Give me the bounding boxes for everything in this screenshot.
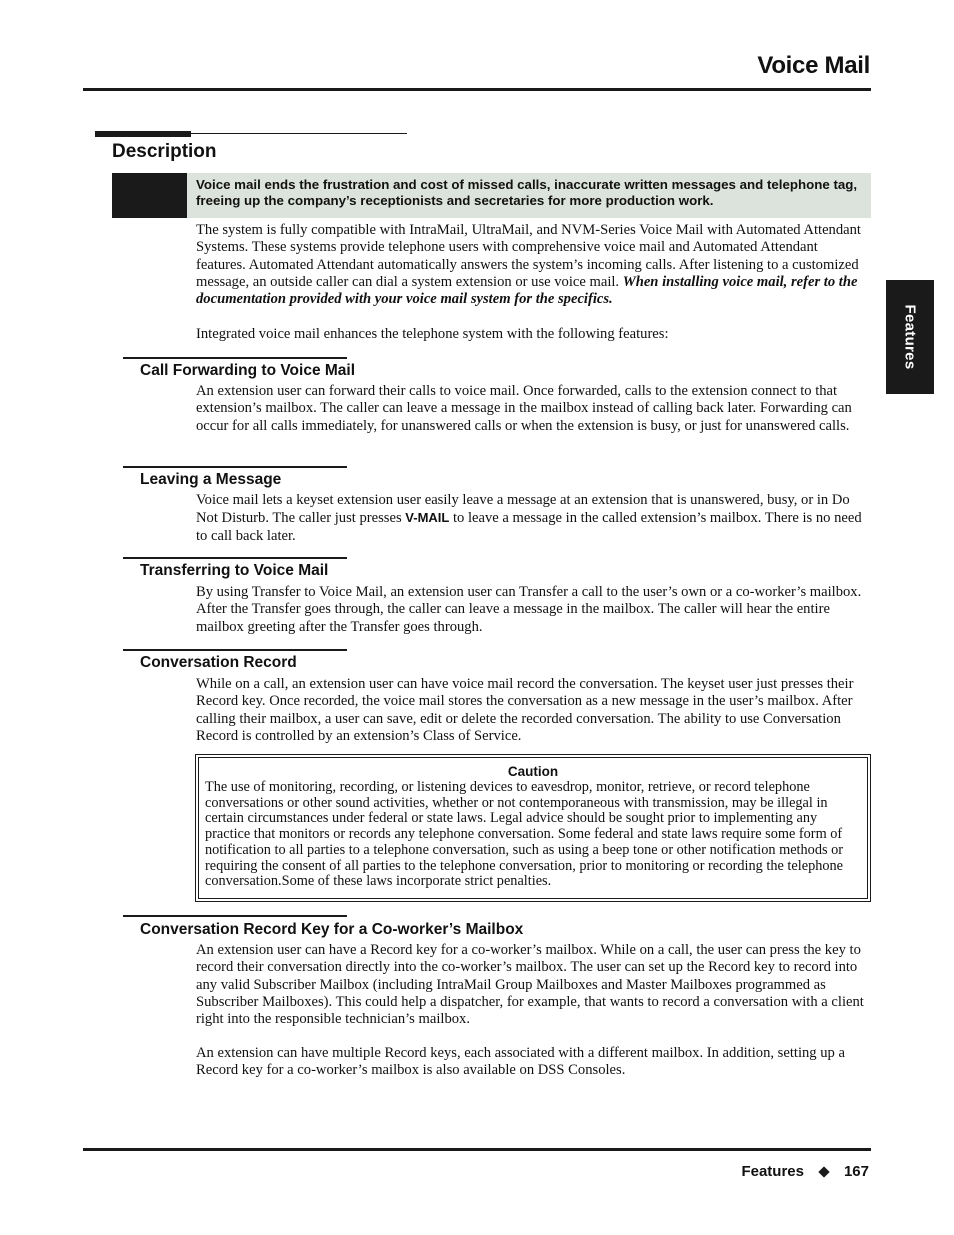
- page-number: 167: [843, 1163, 869, 1180]
- subsection-rule: [123, 915, 347, 917]
- leaving-message-body: [196, 492, 870, 545]
- transferring-body: By using Transfer to Voice Mail, an extension user can Transfer a call to the user’s own or a co-worker’s mailbox. After the Transfer goes through, the caller can leave a message in the mailbox. The caller will hear the entire mailbox greeting after the Transfer goes through.: [196, 584, 862, 635]
- leaving-message-heading: Leaving a Message: [140, 471, 282, 488]
- vmail-key-label: V-MAIL: [405, 510, 450, 526]
- leaving-message-text-end: to leave a message in the called extension’s mailbox. There is no need to call back later.: [196, 510, 862, 544]
- side-tab: [886, 280, 934, 394]
- caution-text: The use of monitoring, recording, or listening devices to eavesdrop, monitor, retrieve, or record telephone conversations or other sound activities, whether or not contemporaneous with transmission, may be illegal in certain circumstances under federal or state laws. Legal advice should be sought prior to implementing any practice that monitors or records any telephone conversation. Some federal and state laws require some form of notification to all parties to a telephone conversation, such as using a beep tone or other notification methods or requiring the consent of all parties to the telephone conversation, prior to monitoring or recording the telephone conversation.Some of these laws incorporate strict penalties.: [205, 779, 844, 890]
- conversation-record-body: While on a call, an extension user can have voice mail record the conversation. The keyset user just presses their Record key. Once recorded, the voice mail stores the conversation as a new message in the user’s mailbox. After calling their mailbox, a user can save, edit or delete the recorded conversation. The ability to use Conversation Record is controlled by an extension’s Class of Service.: [196, 676, 854, 744]
- summary-marker: [112, 173, 187, 218]
- record-key-body-2: An extension can have multiple Record keys, each associated with a different mailbox. In addition, setting up a Record key for a co-worker’s mailbox is also available on DSS Consoles.: [196, 1045, 845, 1079]
- record-key-body: An extension user can have a Record key for a co-worker’s mailbox. While on a call, the user can press the key to record their conversation directly into the co-worker’s mailbox. The user can set up the Record key to record into any valid Subscriber Mailbox (including IntraMail Group Mailboxes and Master Mailboxes programmed as Subscriber Mailboxes). This could help a dispatcher, for example, that wants to record a conversation with a client right into the responsible technician’s mailbox.: [196, 942, 864, 1028]
- section-rule-thin: [95, 133, 407, 134]
- footer-rule: [83, 1148, 871, 1151]
- header-rule: [83, 88, 871, 91]
- caution-box: [195, 754, 871, 902]
- description-emphasis: When installing voice mail, refer to the documentation provided with your voice mail system for the specifics.: [196, 273, 858, 308]
- call-forwarding-heading: Call Forwarding to Voice Mail: [140, 362, 356, 379]
- page-footer: [741, 1163, 869, 1180]
- record-key-heading: Conversation Record Key for a Co-worker’s Mailbox: [140, 921, 524, 938]
- features-intro: Integrated voice mail enhances the telephone system with the following features:: [196, 326, 669, 342]
- subsection-rule: [123, 649, 347, 651]
- conversation-record-heading: Conversation Record: [140, 654, 297, 671]
- subsection-rule: [123, 557, 347, 559]
- side-tab-label: Features: [901, 304, 919, 370]
- diamond-icon: [818, 1166, 829, 1177]
- subsection-rule: [123, 357, 347, 359]
- transferring-heading: Transferring to Voice Mail: [140, 562, 329, 579]
- subsection-rule: [123, 466, 347, 468]
- footer-section: Features: [741, 1163, 804, 1180]
- description-paragraph: [196, 222, 870, 308]
- call-forwarding-body: An extension user can forward their calls to voice mail. Once forwarded, calls to the extension connect to that extension’s mailbox. The caller can leave a message in the mailbox instead of calling back later. Forwarding can occur for all calls immediately, for unanswered calls or when the extension is busy, or just for unanswered calls.: [196, 383, 852, 434]
- page-title: Voice Mail: [757, 52, 870, 79]
- description-heading: Description: [112, 141, 217, 162]
- caution-title: Caution: [507, 764, 559, 779]
- section-rule-thick: [95, 131, 191, 137]
- description-text: The system is fully compatible with IntraMail, UltraMail, and NVM-Series Voice Mail with Automated Attendant Systems. These systems provide telephone users with comprehensive voice mail and Automated Attendant features. Automated Attendant automatically answers the system’s incoming calls. After listening to a customized message, an outside caller can dial a system extension or use voice mail.: [196, 222, 861, 290]
- summary-box: Voice mail ends the frustration and cost of missed calls, inaccurate written messages and telephone tag, freeing up the company’s receptionists and secretaries for more production work.: [187, 173, 871, 218]
- leaving-message-text: Voice mail lets a keyset extension user easily leave a message at an extension that is unanswered, busy, or in Do Not Disturb. The caller just presses: [196, 492, 850, 527]
